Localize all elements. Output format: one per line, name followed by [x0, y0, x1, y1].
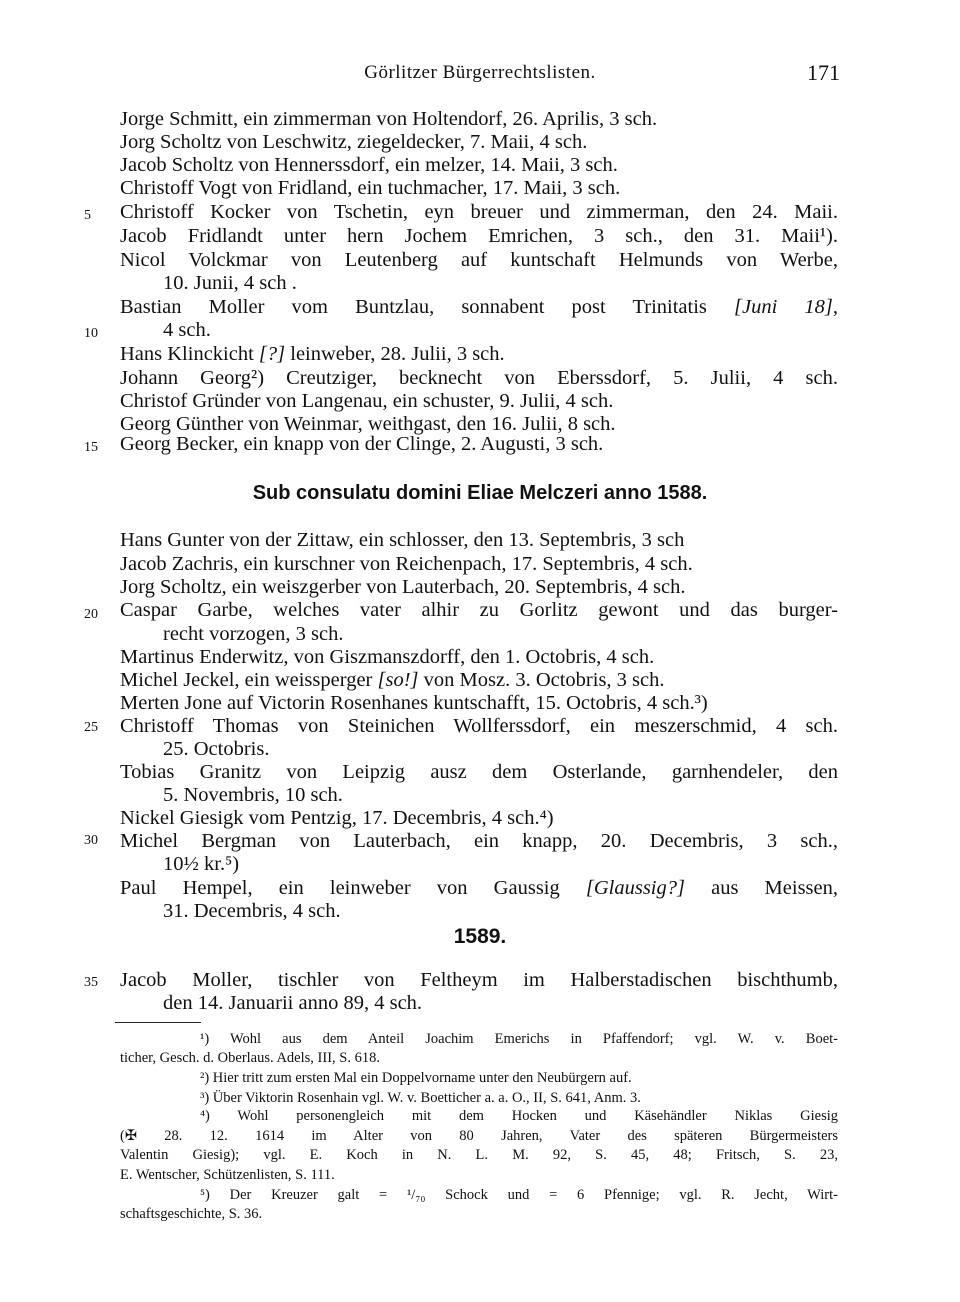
entry-text: Paul Hempel, ein leinweber von Gaussig — [120, 877, 560, 899]
footnote: ²) Hier tritt zum ersten Mal ein Doppelvorname unter den Neubürgern auf. — [200, 1070, 632, 1086]
page-header — [120, 60, 840, 90]
editorial-note: [Glaussig?] — [585, 877, 685, 899]
register-entry: Georg Becker, ein knapp von der Clinge, 2. Augusti, 3 sch. — [120, 433, 604, 455]
footnote: ¹) Wohl aus dem Anteil Joachim Emerichs in Pfaffendorf; vgl. W. v. Boet- — [200, 1031, 838, 1047]
register-entry: Tobias Granitz von Leipzig ausz dem Osterlande, garnhendeler, den — [120, 761, 838, 783]
register-entry: Jorge Schmitt, ein zimmerman von Holtendorf, 26. Aprilis, 3 sch. — [120, 108, 658, 130]
register-entry: Jorg Scholtz, ein weiszgerber von Lauterbach, 20. Septembris, 4 sch. — [120, 576, 686, 598]
running-title: Görlitzer Bürgerrechtslisten. — [364, 62, 596, 83]
entry-text: Hans Klinckicht — [120, 343, 254, 365]
register-entry: Georg Günther von Weinmar, weithgast, den 16. Julii, 8 sch. — [120, 413, 616, 435]
year-heading: 1589. — [453, 925, 507, 948]
register-entry: Christoff Vogt von Fridland, ein tuchmacher, 17. Maii, 3 sch. — [120, 177, 621, 199]
footnote: ⁴) Wohl personengleich mit dem Hocken und Käsehändler Niklas Giesig — [200, 1108, 838, 1124]
register-entry — [120, 876, 838, 900]
register-entry: Jacob Scholtz von Hennerssdorf, ein melzer, 14. Maii, 3 sch. — [120, 154, 618, 176]
register-entry: Michel Bergman von Lauterbach, ein knapp, 20. Decembris, 3 sch., — [120, 830, 838, 852]
register-entry-continuation: 10½ kr.⁵) — [163, 853, 240, 875]
footnote-continuation: E. Wentscher, Schützenlisten, S. 111. — [120, 1167, 335, 1183]
line-number: 25 — [84, 720, 98, 735]
line-number: 20 — [84, 607, 98, 622]
register-entry: Jorg Scholtz von Leschwitz, ziegeldecker, 7. Maii, 4 sch. — [120, 131, 588, 153]
entry-text: leinweber, 28. Julii, 3 sch. — [290, 343, 505, 365]
line-number: 5 — [84, 208, 91, 223]
footnote: ³) Über Viktorin Rosenhain vgl. W. v. Boetticher a. a. O., II, S. 641, Anm. 3. — [200, 1090, 641, 1106]
register-entry: Nicol Volckmar von Leutenberg auf kuntschaft Helmunds von Werbe, — [120, 249, 838, 271]
register-entry-continuation: 4 sch. — [163, 319, 211, 341]
footnote-rule — [115, 1022, 201, 1023]
register-entry: Jacob Zachris, ein kurschner von Reichenpach, 17. Septembris, 4 sch. — [120, 553, 693, 575]
register-entry-continuation: recht vorzogen, 3 sch. — [163, 623, 344, 645]
footnote: ⁵) Der Kreuzer galt = ¹/₇₀ Schock und = 6 Pfennige; vgl. R. Jecht, Wirt- — [200, 1187, 838, 1203]
entry-text: Michel Jeckel, ein weissperger — [120, 669, 373, 691]
register-entry-continuation: 10. Junii, 4 sch . — [163, 272, 297, 294]
register-entry: Jacob Fridlandt unter hern Jochem Emrichen, 3 sch., den 31. Maii¹). — [120, 225, 838, 247]
footnote-continuation: ticher, Gesch. d. Oberlaus. Adels, III, S. 618. — [120, 1050, 380, 1066]
register-entry: Christoff Thomas von Steinichen Wollferssdorf, ein meszerschmid, 4 sch. — [120, 715, 838, 737]
line-number: 10 — [84, 326, 98, 341]
editorial-note: [?] — [258, 343, 286, 365]
line-number: 35 — [84, 975, 98, 990]
register-entry-continuation: den 14. Januarii anno 89, 4 sch. — [163, 992, 423, 1014]
entry-text: aus Meissen, — [711, 877, 839, 899]
register-entry: Martinus Enderwitz, von Giszmanszdorff, den 1. Octobris, 4 sch. — [120, 646, 655, 668]
register-entry-continuation: 25. Octobris. — [163, 738, 270, 760]
entry-text: von Mosz. 3. Octobris, 3 sch. — [423, 669, 665, 691]
entry-text: Bastian Moller vom Buntzlau, sonnabent post Trinitatis — [120, 296, 707, 318]
footnote-continuation: Valentin Giesig); vgl. E. Koch in N. L. M. 92, S. 45, 48; Fritsch, S. 23, — [120, 1147, 838, 1163]
section-heading: Sub consulatu domini Eliae Melczeri anno 1588. — [252, 482, 708, 504]
line-number: 15 — [84, 440, 98, 455]
register-entry: Jacob Moller, tischler von Feltheym im Halberstadischen bischthumb, — [120, 969, 838, 991]
editorial-note: [so!] — [377, 669, 419, 691]
register-entry: Nickel Giesigk vom Pentzig, 17. Decembris, 4 sch.⁴) — [120, 807, 554, 829]
footnote-continuation: schaftsgeschichte, S. 36. — [120, 1206, 263, 1222]
register-entry: Christoff Kocker von Tschetin, eyn breuer und zimmerman, den 24. Maii. — [120, 201, 838, 223]
register-entry — [120, 342, 505, 366]
register-entry: Christof Gründer von Langenau, ein schuster, 9. Julii, 4 sch. — [120, 390, 614, 412]
line-number: 30 — [84, 833, 98, 848]
editorial-note: [Juni 18], — [734, 296, 839, 318]
footnote-continuation: (✠ 28. 12. 1614 im Alter von 80 Jahren, Vater des späteren Bürgermeisters — [120, 1128, 838, 1144]
register-entry-continuation: 5. Novembris, 10 sch. — [163, 784, 343, 806]
register-entry: Caspar Garbe, welches vater alhir zu Gorlitz gewont und das burger- — [120, 599, 838, 621]
register-entry — [120, 668, 665, 692]
register-entry: Johann Georg²) Creutziger, becknecht von Eberssdorf, 5. Julii, 4 sch. — [120, 367, 838, 389]
register-entry — [120, 295, 838, 319]
register-entry: Hans Gunter von der Zittaw, ein schlosser, den 13. Septembris, 3 sch — [120, 529, 685, 551]
register-entry: Merten Jone auf Victorin Rosenhanes kuntschafft, 15. Octobris, 4 sch.³) — [120, 692, 708, 714]
page-number: 171 — [807, 60, 840, 85]
register-entry-continuation: 31. Decembris, 4 sch. — [163, 900, 341, 922]
